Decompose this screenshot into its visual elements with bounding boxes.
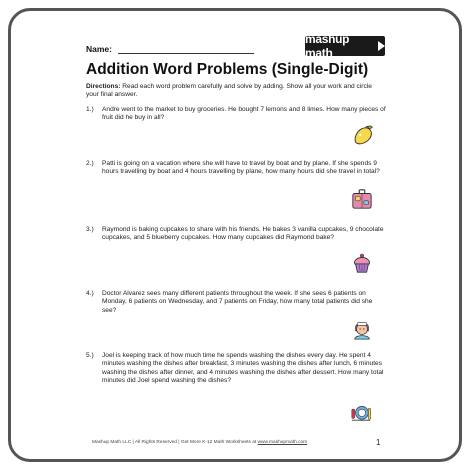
page-title: Addition Word Problems (Single-Digit) xyxy=(86,61,369,78)
dishes-icon xyxy=(350,400,372,422)
name-row xyxy=(86,44,254,54)
problem-number: 2.) xyxy=(86,160,94,167)
problem-number: 5.) xyxy=(86,352,94,359)
lemon-icon xyxy=(352,124,374,146)
problem-number: 3.) xyxy=(86,226,94,233)
problem-text: Andre went to the market to buy groceries. He bought 7 lemons and 8 limes. How many pieces of fruit did he buy in all? xyxy=(102,106,386,122)
play-icon xyxy=(378,41,385,51)
footer-text: Mashup Math LLC | All Rights Reserved | Get More K-12 Math Worksheets at xyxy=(92,440,258,445)
doctor-icon xyxy=(351,318,373,340)
name-label: Name: xyxy=(86,44,112,54)
problem-text: Joel is keeping track of how much time he spends washing the dishes every day. He spent 4 minutes washing the dishes after breakfast, 3 minutes washing the dishes after lunch, 6 minutes washing the dishes after dinner, and 4 minutes washing the dishes after dessert. How many total minutes did Joel spend washing the dishes? xyxy=(102,352,384,385)
directions xyxy=(86,83,384,100)
problem-text: Doctor Alvarez sees many different patients throughout the week. If she sees 6 patients on Monday, 6 patients on Wednesday, and 7 patients on Friday, how many total patients did she see? xyxy=(102,290,373,314)
name-line xyxy=(118,45,254,54)
page-number: 1 xyxy=(376,438,381,447)
suitcase-icon xyxy=(351,188,373,210)
problem-text: Patti is going on a vacation where she will have to travel by boat and by plane. If she spends 9 hours travelling by boat and 4 hours travelling by plane, how many hours did she travel in total? xyxy=(102,160,380,176)
mashup-math-logo xyxy=(305,32,385,60)
logo-text: mashup math xyxy=(305,32,350,60)
footer-link[interactable]: www.mashupmath.com xyxy=(257,440,308,445)
problem-number: 4.) xyxy=(86,290,94,297)
footer xyxy=(92,440,307,445)
directions-label: Directions: xyxy=(86,83,121,90)
directions-text: Read each word problem carefully and solve by adding. Show all your work and circle your final answer. xyxy=(86,83,372,99)
problem-text: Raymond is baking cupcakes to share with his friends. He bakes 3 vanilla cupcakes, 9 chocolate cupcakes, and 5 blueberry cupcakes. How many cupcakes did Raymond bake? xyxy=(102,226,384,242)
cupcake-icon xyxy=(351,252,373,274)
problem-number: 1.) xyxy=(86,106,94,113)
